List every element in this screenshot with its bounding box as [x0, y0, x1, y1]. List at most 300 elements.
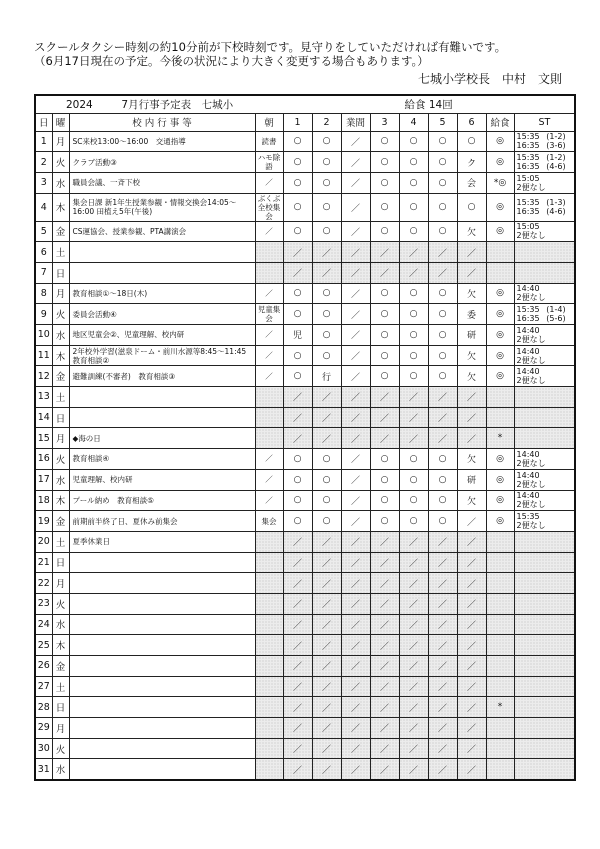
period-cell: ○: [428, 366, 457, 387]
st-grades: (1-2): [546, 153, 566, 163]
period-cell: ○: [399, 283, 428, 304]
st-grades: (1-4): [546, 305, 566, 315]
header-events: 校 内 行 事 等: [69, 113, 255, 131]
period-cell: ／: [341, 304, 370, 325]
period-cell: ／: [370, 656, 399, 677]
period-cell: ○: [370, 469, 399, 490]
st-cell: [514, 221, 575, 242]
period-cell: ○: [399, 172, 428, 193]
st-cell: [514, 738, 575, 759]
period-cell: ／: [312, 573, 341, 594]
st-time: 16:35: [516, 207, 540, 217]
weekday: 火: [52, 449, 69, 470]
morning-activity: [255, 242, 283, 263]
event-text: SC来校13:00～16:00 交通指導: [69, 131, 255, 152]
period-cell: ○: [370, 152, 399, 173]
period-cell: ／: [428, 262, 457, 283]
morning-activity: [255, 759, 283, 780]
meal-count: 給食 14回: [283, 95, 575, 113]
period-cell: ○: [399, 221, 428, 242]
period-cell: ○: [428, 304, 457, 325]
period-cell: ／: [457, 676, 486, 697]
period-cell: ／: [428, 697, 457, 718]
table-row: [35, 283, 575, 304]
period-cell: ／: [341, 614, 370, 635]
table-row: [35, 531, 575, 552]
period-cell: ／: [312, 593, 341, 614]
day-number: 31: [35, 759, 52, 780]
lunch-mark: ◎: [486, 131, 514, 152]
period-cell: ／: [399, 242, 428, 263]
event-text: [69, 573, 255, 594]
period-cell: ○: [399, 469, 428, 490]
period-cell: 研: [457, 325, 486, 346]
morning-activity: ／: [255, 469, 283, 490]
event-text: [69, 593, 255, 614]
period-cell: ○: [283, 131, 312, 152]
st-time: 2便なし: [516, 458, 546, 468]
day-number: 30: [35, 738, 52, 759]
period-cell: ／: [341, 676, 370, 697]
period-cell: ○: [312, 172, 341, 193]
table-row: [35, 304, 575, 325]
morning-activity: [255, 428, 283, 449]
period-cell: ／: [312, 242, 341, 263]
st-time: 2便なし: [516, 334, 546, 344]
table-row: [35, 697, 575, 718]
st-cell: [514, 407, 575, 428]
st-time: 15:35: [516, 512, 540, 522]
st-cell: [514, 172, 575, 193]
event-text: 夏季休業日: [69, 531, 255, 552]
event-text: [69, 738, 255, 759]
weekday: 金: [52, 511, 69, 532]
period-cell: ／: [399, 718, 428, 739]
table-row: [35, 718, 575, 739]
period-cell: ／: [370, 593, 399, 614]
table-row: [35, 428, 575, 449]
st-cell: [514, 304, 575, 325]
period-cell: ○: [312, 304, 341, 325]
period-cell: ／: [457, 635, 486, 656]
weekday: 月: [52, 283, 69, 304]
period-cell: ／: [457, 593, 486, 614]
day-number: 12: [35, 366, 52, 387]
period-cell: ○: [428, 221, 457, 242]
morning-activity: [255, 593, 283, 614]
period-cell: ／: [283, 656, 312, 677]
period-cell: 欠: [457, 449, 486, 470]
table-row: [35, 449, 575, 470]
st-cell: [514, 697, 575, 718]
period-cell: ／: [428, 718, 457, 739]
period-cell: ／: [341, 428, 370, 449]
period-cell: ○: [283, 283, 312, 304]
period-cell: ○: [399, 304, 428, 325]
period-cell: ○: [370, 304, 399, 325]
weekday: 土: [52, 387, 69, 408]
weekday: 火: [52, 593, 69, 614]
header-st: ST: [514, 113, 575, 131]
period-cell: ／: [428, 614, 457, 635]
event-text: [69, 262, 255, 283]
period-cell: ○: [428, 283, 457, 304]
event-text: [69, 635, 255, 656]
header-period-3: 3: [370, 113, 399, 131]
period-cell: ○: [370, 283, 399, 304]
st-time: 2便なし: [516, 355, 546, 365]
morning-activity: [255, 738, 283, 759]
period-cell: ／: [283, 635, 312, 656]
st-time: 14:40: [516, 470, 540, 480]
st-time: 16:35: [516, 141, 540, 151]
lunch-mark: ◎: [486, 449, 514, 470]
period-cell: ／: [341, 511, 370, 532]
period-cell: ○: [370, 366, 399, 387]
st-time: 2便なし: [516, 521, 546, 531]
day-number: 2: [35, 152, 52, 173]
morning-activity: ハモ除語: [255, 152, 283, 173]
table-row: [35, 656, 575, 677]
day-number: 20: [35, 531, 52, 552]
period-cell: ／: [457, 407, 486, 428]
st-time: 14:40: [516, 367, 540, 377]
day-number: 16: [35, 449, 52, 470]
period-cell: ／: [457, 697, 486, 718]
period-cell: ／: [370, 697, 399, 718]
event-text: [69, 407, 255, 428]
lunch-mark: [486, 635, 514, 656]
st-grades: (5-6): [546, 314, 566, 324]
event-text: 地区児童会②、児童理解、校内研: [69, 325, 255, 346]
table-title-cell: [35, 95, 283, 113]
period-cell: ○: [428, 325, 457, 346]
event-text: 前期前半終了日、夏休み前集会: [69, 511, 255, 532]
period-cell: ／: [312, 552, 341, 573]
notice: [34, 40, 574, 68]
period-cell: ／: [399, 738, 428, 759]
period-cell: ○: [283, 304, 312, 325]
event-text: クラブ活動③: [69, 152, 255, 173]
period-cell: ／: [341, 366, 370, 387]
weekday: 月: [52, 131, 69, 152]
period-cell: ○: [428, 152, 457, 173]
lunch-mark: [486, 738, 514, 759]
period-cell: ○: [283, 345, 312, 366]
st-cell: [514, 573, 575, 594]
period-cell: ／: [457, 242, 486, 263]
event-text: 集会日課 新1年生授業参観・情報交換会14:05～16:00 田植え5年(午後): [69, 193, 255, 221]
lunch-mark: ◎: [486, 193, 514, 221]
period-cell: 研: [457, 469, 486, 490]
day-number: 21: [35, 552, 52, 573]
lunch-mark: [486, 593, 514, 614]
day-number: 15: [35, 428, 52, 449]
period-cell: ／: [283, 262, 312, 283]
table-row: [35, 738, 575, 759]
lunch-mark: [486, 676, 514, 697]
period-cell: ／: [283, 614, 312, 635]
weekday: 火: [52, 738, 69, 759]
st-cell: [514, 428, 575, 449]
period-cell: ／: [428, 573, 457, 594]
header-period-1: 1: [283, 113, 312, 131]
day-number: 11: [35, 345, 52, 366]
period-cell: ○: [370, 511, 399, 532]
st-time: 15:05: [516, 222, 540, 232]
day-number: 22: [35, 573, 52, 594]
lunch-mark: ◎: [486, 469, 514, 490]
period-cell: ／: [428, 407, 457, 428]
period-cell: ○: [428, 449, 457, 470]
period-cell: ○: [428, 490, 457, 511]
st-cell: [514, 262, 575, 283]
event-text: [69, 552, 255, 573]
period-cell: ／: [312, 656, 341, 677]
schedule-table: [34, 94, 576, 781]
period-cell: ／: [312, 407, 341, 428]
period-cell: ○: [370, 172, 399, 193]
period-cell: 委: [457, 304, 486, 325]
header-row: [35, 113, 575, 131]
st-time: 15:35: [516, 198, 540, 208]
st-time: 14:40: [516, 325, 540, 335]
lunch-mark: [486, 573, 514, 594]
lunch-mark: ◎: [486, 304, 514, 325]
lunch-mark: ◎: [486, 152, 514, 173]
period-cell: ／: [370, 552, 399, 573]
event-text: プール納め 教育相談⑤: [69, 490, 255, 511]
weekday: 金: [52, 366, 69, 387]
weekday: 木: [52, 635, 69, 656]
period-cell: ○: [370, 193, 399, 221]
st-cell: [514, 387, 575, 408]
header-period-2: 2: [312, 113, 341, 131]
st-cell: [514, 345, 575, 366]
event-text: 職員会議、一斉下校: [69, 172, 255, 193]
table-row: [35, 172, 575, 193]
period-cell: ○: [370, 131, 399, 152]
lunch-mark: ◎: [486, 283, 514, 304]
event-text: [69, 387, 255, 408]
st-time: 15:35: [516, 305, 540, 315]
table-row: [35, 469, 575, 490]
day-number: 7: [35, 262, 52, 283]
period-cell: ／: [399, 428, 428, 449]
principal-signature: 七城小学校長 中村 文則: [417, 72, 562, 86]
period-cell: ○: [399, 345, 428, 366]
morning-activity: [255, 552, 283, 573]
st-time: 2便なし: [516, 479, 546, 489]
period-cell: ○: [312, 511, 341, 532]
period-cell: ク: [457, 152, 486, 173]
period-cell: ○: [428, 131, 457, 152]
period-cell: ／: [399, 262, 428, 283]
period-cell: ○: [312, 449, 341, 470]
period-cell: ／: [399, 573, 428, 594]
table-row: [35, 614, 575, 635]
period-cell: ／: [428, 242, 457, 263]
lunch-mark: [486, 718, 514, 739]
weekday: 木: [52, 490, 69, 511]
st-cell: [514, 283, 575, 304]
lunch-mark: [486, 407, 514, 428]
st-cell: [514, 193, 575, 221]
morning-activity: 集会: [255, 511, 283, 532]
day-number: 10: [35, 325, 52, 346]
period-cell: ○: [283, 511, 312, 532]
period-cell: ／: [341, 552, 370, 573]
header-date: 日: [35, 113, 52, 131]
weekday: 土: [52, 531, 69, 552]
period-cell: ／: [341, 172, 370, 193]
event-text: [69, 242, 255, 263]
period-cell: ○: [428, 172, 457, 193]
day-number: 8: [35, 283, 52, 304]
morning-activity: [255, 697, 283, 718]
period-cell: ○: [399, 449, 428, 470]
period-cell: ○: [399, 193, 428, 221]
period-cell: ／: [283, 407, 312, 428]
weekday: 水: [52, 759, 69, 780]
st-cell: [514, 614, 575, 635]
table-title: 7月行事予定表 七城小: [121, 98, 234, 111]
period-cell: ○: [370, 221, 399, 242]
period-cell: ○: [312, 221, 341, 242]
period-cell: ○: [370, 490, 399, 511]
period-cell: ／: [341, 469, 370, 490]
day-number: 4: [35, 193, 52, 221]
st-cell: [514, 531, 575, 552]
period-cell: ／: [341, 449, 370, 470]
period-cell: 会: [457, 172, 486, 193]
period-cell: ／: [399, 531, 428, 552]
day-number: 23: [35, 593, 52, 614]
period-cell: ／: [312, 635, 341, 656]
event-text: 避難訓練(不審者) 教育相談③: [69, 366, 255, 387]
period-cell: ／: [428, 593, 457, 614]
table-row: [35, 131, 575, 152]
period-cell: ／: [399, 676, 428, 697]
period-cell: ／: [312, 387, 341, 408]
lunch-mark: ◎: [486, 490, 514, 511]
period-cell: ／: [312, 428, 341, 449]
period-cell: ／: [283, 531, 312, 552]
period-cell: ／: [341, 345, 370, 366]
day-number: 29: [35, 718, 52, 739]
event-text: ◆海の日: [69, 428, 255, 449]
st-time: 2便なし: [516, 182, 546, 192]
period-cell: ／: [370, 759, 399, 780]
day-number: 27: [35, 676, 52, 697]
notice-line-1: スクールタクシー時刻の約10分前が下校時刻です。見守りをしていただければ有難いです。: [34, 40, 507, 54]
period-cell: ／: [457, 428, 486, 449]
st-time: 15:35: [516, 132, 540, 142]
period-cell: ○: [399, 131, 428, 152]
lunch-mark: [486, 531, 514, 552]
weekday: 水: [52, 172, 69, 193]
period-cell: ○: [312, 152, 341, 173]
period-cell: ／: [283, 593, 312, 614]
day-number: 18: [35, 490, 52, 511]
event-text: 教育相談①～18日(木): [69, 283, 255, 304]
table-row: [35, 593, 575, 614]
st-grades: (1-2): [546, 132, 566, 142]
period-cell: ／: [283, 387, 312, 408]
period-cell: ／: [399, 614, 428, 635]
morning-activity: ／: [255, 366, 283, 387]
lunch-mark: [486, 262, 514, 283]
st-time: 2便なし: [516, 293, 546, 303]
period-cell: 欠: [457, 490, 486, 511]
morning-activity: ぶくぶ全校集会: [255, 193, 283, 221]
weekday: 火: [52, 304, 69, 325]
table-row: [35, 511, 575, 532]
table-row: [35, 387, 575, 408]
period-cell: ○: [283, 172, 312, 193]
period-cell: ／: [341, 242, 370, 263]
st-cell: [514, 593, 575, 614]
period-cell: ／: [341, 635, 370, 656]
period-cell: 児: [283, 325, 312, 346]
table-row: [35, 552, 575, 573]
period-cell: ○: [457, 193, 486, 221]
st-cell: [514, 131, 575, 152]
morning-activity: ／: [255, 490, 283, 511]
weekday: 火: [52, 152, 69, 173]
period-cell: ／: [457, 573, 486, 594]
period-cell: ／: [399, 656, 428, 677]
weekday: 月: [52, 718, 69, 739]
period-cell: ／: [399, 387, 428, 408]
period-cell: ／: [370, 573, 399, 594]
period-cell: ／: [341, 407, 370, 428]
morning-activity: 児童集会: [255, 304, 283, 325]
day-number: 5: [35, 221, 52, 242]
period-cell: ／: [283, 428, 312, 449]
period-cell: ／: [457, 718, 486, 739]
st-cell: [514, 325, 575, 346]
period-cell: ／: [341, 262, 370, 283]
period-cell: ／: [283, 738, 312, 759]
period-cell: ○: [312, 325, 341, 346]
period-cell: ／: [341, 697, 370, 718]
header-morning: 朝: [255, 113, 283, 131]
st-time: 16:35: [516, 314, 540, 324]
day-number: 1: [35, 131, 52, 152]
st-grades: (4-6): [546, 207, 566, 217]
year-label: 2024: [66, 98, 93, 111]
period-cell: ／: [341, 490, 370, 511]
st-cell: [514, 152, 575, 173]
period-cell: ／: [399, 697, 428, 718]
period-cell: ／: [399, 759, 428, 780]
period-cell: ／: [341, 387, 370, 408]
st-cell: [514, 718, 575, 739]
period-cell: ／: [312, 614, 341, 635]
period-cell: ○: [399, 152, 428, 173]
morning-activity: ／: [255, 449, 283, 470]
weekday: 日: [52, 697, 69, 718]
period-cell: ○: [428, 469, 457, 490]
lunch-mark: [486, 656, 514, 677]
period-cell: 欠: [457, 366, 486, 387]
st-time: 14:40: [516, 284, 540, 294]
st-cell: [514, 469, 575, 490]
lunch-mark: ◎: [486, 345, 514, 366]
period-cell: ／: [312, 531, 341, 552]
lunch-mark: ◎: [486, 511, 514, 532]
